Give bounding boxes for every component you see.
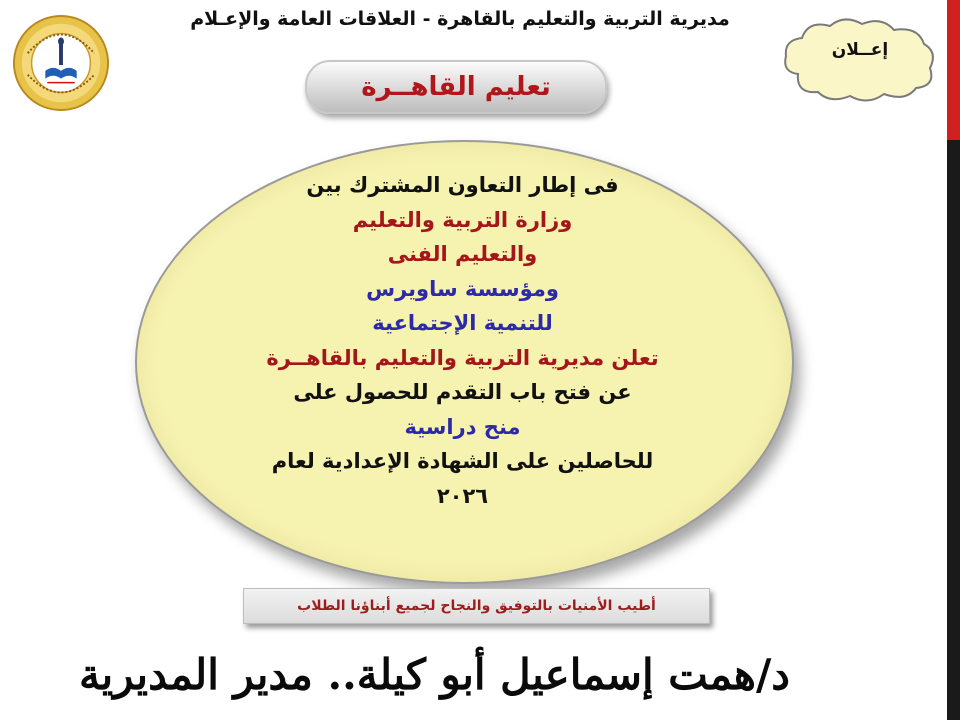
announcement-line-9: للحاصلين على الشهادة الإعدادية لعام	[271, 449, 654, 473]
announcement-label: إعــلان	[831, 40, 889, 60]
title-text: تعليم القاهــرة	[361, 72, 551, 102]
signature-line: د/همت إسماعيل أبو كيلة.. مدير المديرية	[79, 650, 790, 699]
announcement-line-5: للتنمية الإجتماعية	[372, 311, 553, 335]
announcement-line-3: والتعليم الفنى	[387, 242, 538, 266]
announcement-body	[175, 168, 750, 513]
wishes-banner	[243, 588, 710, 624]
announcement-line-6: تعلن مديرية التربية والتعليم بالقاهــرة	[266, 345, 659, 370]
title-banner	[305, 60, 607, 114]
wishes-text: أطيب الأمنيات بالتوفيق والنجاح لجميع أبناؤنا الطلاب	[297, 598, 656, 614]
announcement-line-10: ٢٠٢٦	[436, 483, 489, 508]
announcement-line-8: منح دراسية	[404, 414, 521, 439]
announcement-line-7: عن فتح باب التقدم للحصول على	[293, 380, 632, 404]
directorate-seal-logo	[12, 14, 110, 112]
header-title: مديرية التربية والتعليم بالقاهرة - العلاقات العامة والإعـلام	[190, 8, 730, 30]
right-edge-red-accent	[947, 0, 960, 140]
announcement-line-4: ومؤسسة ساويرس	[366, 276, 559, 301]
announcement-line-2: وزارة التربية والتعليم	[352, 207, 573, 232]
announcement-line-1: فى إطار التعاون المشترك بين	[306, 173, 619, 197]
right-edge-bar	[947, 0, 960, 720]
